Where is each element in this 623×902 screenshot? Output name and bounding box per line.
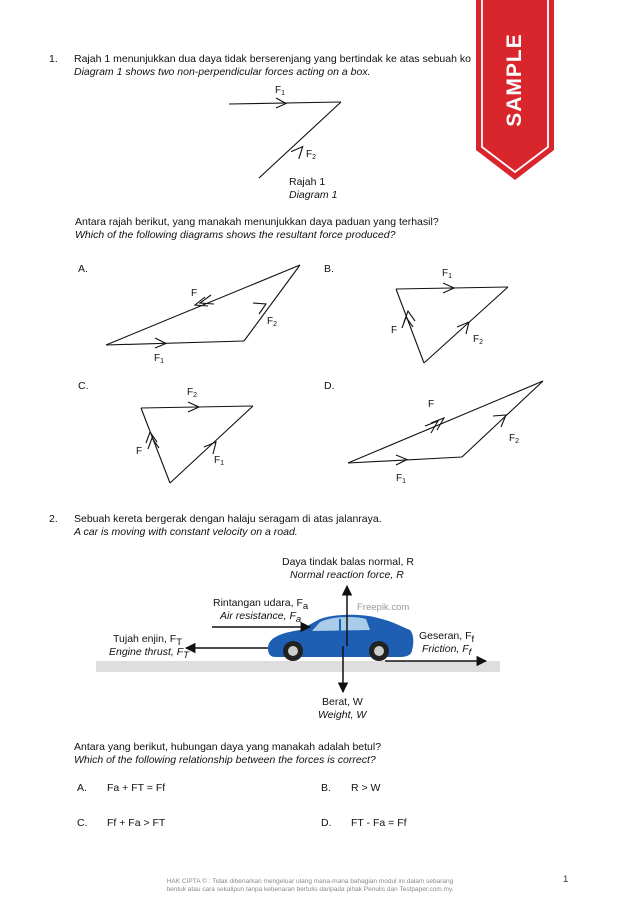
option-a-letter[interactable]: A. <box>78 263 88 275</box>
diagram-1-caption-malay: Rajah 1 <box>289 176 326 188</box>
option-d-diagram <box>348 381 543 465</box>
q2-text-malay: Sebuah kereta bergerak dengan halaju seragam di atas jalanraya. <box>74 513 382 525</box>
sample-badge <box>476 0 554 180</box>
option-d-label-f1: $F_1$ <box>396 473 407 485</box>
option-b-label-f1: $F_1$ <box>442 268 453 280</box>
option-c-letter[interactable]: C. <box>78 380 89 392</box>
image-watermark: Freepik.com <box>357 602 410 613</box>
q2-number: 2. <box>49 513 58 525</box>
q2-option-a-expression[interactable]: Fa + FT = Ff <box>107 782 166 794</box>
q2-option-d-expression[interactable]: FT - Fa = Ff <box>351 817 407 829</box>
q2-option-c-letter[interactable]: C. <box>77 817 88 829</box>
road <box>96 661 500 672</box>
copyright-footer <box>120 878 500 894</box>
weight-label-english: Weight, W <box>318 709 367 721</box>
q2-option-a-letter[interactable]: A. <box>77 782 87 794</box>
q2-question-malay: Antara yang berikut, hubungan daya yang manakah adalah betul? <box>74 741 382 753</box>
normal-force-label-malay: Daya tindak balas normal, R <box>282 556 414 568</box>
option-a-label-f1: $F_1$ <box>154 353 165 365</box>
q1-question-english: Which of the following diagrams shows the resultant force produced? <box>75 229 396 241</box>
option-b-diagram <box>396 283 508 363</box>
q2-option-c-expression[interactable]: Ff + Fa > FT <box>107 817 166 829</box>
q1-question-malay: Antara rajah berikut, yang manakah menunjukkan daya paduan yang terhasil? <box>75 216 439 228</box>
copyright-line-1: HAK CIPTA © : Tidak dibenarkan mengeluar ulang mana-mana bahagian modul ini dalam sebarang <box>166 878 454 885</box>
option-b-label-f2: $F_2$ <box>473 334 484 346</box>
q1-number: 1. <box>49 53 58 65</box>
option-a-label-f2: $F_2$ <box>267 316 278 328</box>
option-c-label-f1: $F_1$ <box>214 455 225 467</box>
q2-text-english: A car is moving with constant velocity on a road. <box>74 526 298 538</box>
option-c-label-f2: $F_2$ <box>187 387 198 399</box>
copyright-line-2: bentuk atau cara sekalipun tanpa kebenaran bertulis daripada pihak Penulis dan Testpaper.com.my. <box>166 886 454 893</box>
weight-label-malay: Berat, W <box>322 696 363 708</box>
q2-option-b-letter[interactable]: B. <box>321 782 331 794</box>
sample-badge-text: SAMPLE <box>503 33 526 127</box>
engine-thrust-label-malay: Tujah enjin, $F_T$ <box>113 633 183 649</box>
q1-text-malay: Rajah 1 menunjukkan dua daya tidak berserenjang yang bertindak ke atas sebuah ko <box>74 53 471 65</box>
air-resistance-label-english: Air resistance, $F_a$ <box>220 610 302 626</box>
diagram-1-label-f2: $F_2$ <box>306 149 317 161</box>
q2-option-d-letter[interactable]: D. <box>321 817 332 829</box>
q1-text-english: Diagram 1 shows two non-perpendicular forces acting on a box. <box>74 66 371 78</box>
option-a-label-f: F <box>191 288 198 299</box>
option-b-label-f: F <box>391 325 398 336</box>
option-b-letter[interactable]: B. <box>324 263 334 275</box>
option-c-label-f: F <box>136 446 143 457</box>
option-d-letter[interactable]: D. <box>324 380 335 392</box>
normal-force-label-english: Normal reaction force, R <box>290 569 404 581</box>
diagram-1-label-f1: $F_1$ <box>275 85 286 97</box>
diagram-1-caption-english: Diagram 1 <box>289 189 338 201</box>
q2-option-b-expression[interactable]: R > W <box>351 782 381 794</box>
option-c-diagram <box>141 402 253 483</box>
friction-label-malay: Geseran, $F_f$ <box>419 630 475 646</box>
option-a-diagram <box>106 265 300 348</box>
page-number: 1 <box>563 874 569 885</box>
option-d-label-f: F <box>428 399 435 410</box>
diagram-1-forces <box>229 98 341 178</box>
air-resistance-label-malay: Rintangan udara, $F_a$ <box>213 597 309 613</box>
engine-thrust-label-english: Engine thrust, $F_T$ <box>109 646 189 662</box>
q2-question-english: Which of the following relationship between the forces is correct? <box>74 754 376 766</box>
option-d-label-f2: $F_2$ <box>509 433 520 445</box>
friction-label-english: Friction, $F_f$ <box>422 643 472 659</box>
